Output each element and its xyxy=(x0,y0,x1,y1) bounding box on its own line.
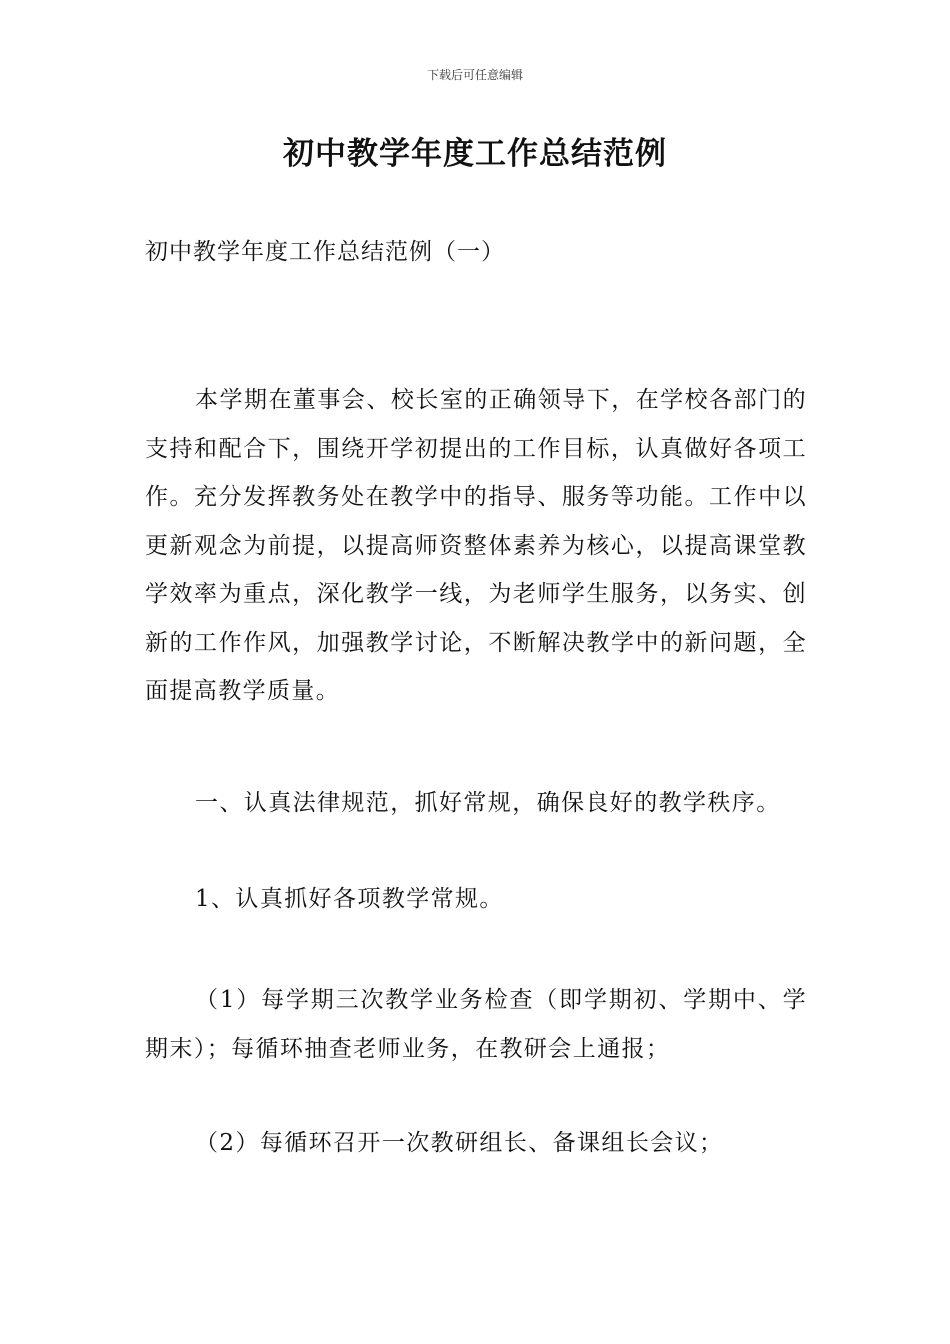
document-title: 初中教学年度工作总结范例 xyxy=(283,136,667,172)
document-subtitle: 初中教学年度工作总结范例（一） xyxy=(145,239,505,265)
sub-item-paragraph: （1）每学期三次教学业务检查（即学期初、学期中、学期末）；每循环抽查老师业务，在教研会上通报； xyxy=(145,987,807,1062)
header-note: 下载后可任意编辑 xyxy=(426,68,523,82)
intro-paragraph: 本学期在董事会、校长室的正确领导下，在学校各部门的支持和配合下，围绕开学初提出的工作目标，认真做好各项工作。充分发挥教务处在教学中的指导、服务等功能。工作中以更新观念为前提，以提高师资整体素养为核心，以提高课堂教学效率为重点，深化教学一线，为老师学生服务，以务实、创新的工作作风，加强教学讨论，不断解决教学中的新问题，全面提高教学质量。 xyxy=(145,387,807,704)
section-heading: 一、认真法律规范，抓好常规，确保良好的教学秩序。 xyxy=(195,790,781,816)
item-heading: 1、认真抓好各项教学常规。 xyxy=(195,886,504,912)
sub-item-line: （2）每循环召开一次教研组长、备课组长会议； xyxy=(195,1130,724,1156)
